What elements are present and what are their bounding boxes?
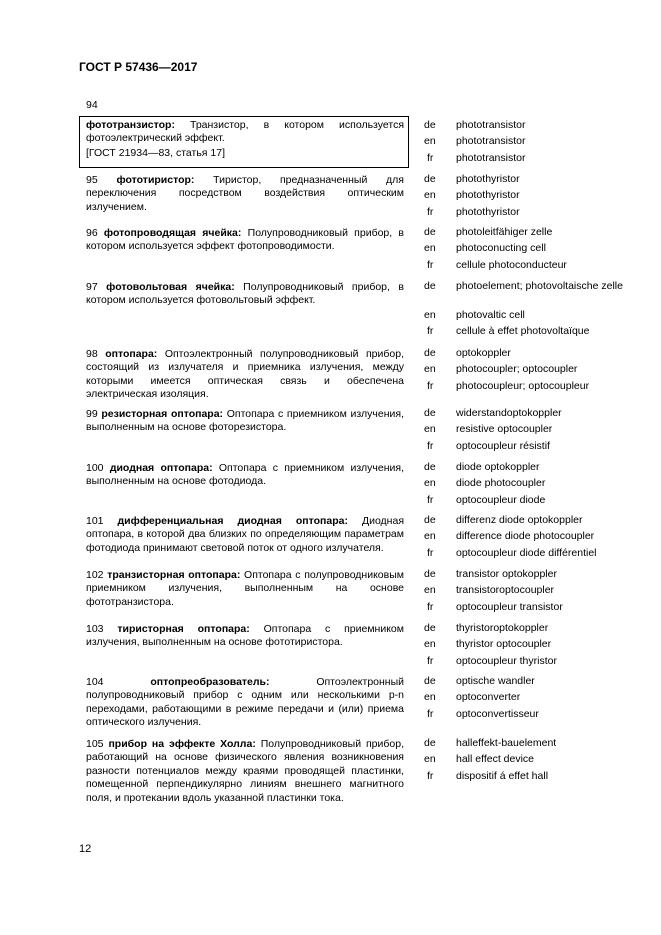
term-definition: Тиристор, предназначенный для переключения посредством воздействия оптическим излучением. [86, 174, 404, 213]
term-entry: 104 оптопреобразователь: Оптоэлектронный полупроводниковый прибор с одним или несколькими p-n переходами, работающими в режиме передачи и (или) приема оптического излучения. [86, 676, 405, 729]
translation: transistor optokoppler [456, 568, 557, 580]
translations [424, 512, 624, 561]
lang-code: fr [427, 151, 434, 164]
translation: diode optokoppler [456, 461, 540, 473]
translation: phototransistor [456, 119, 526, 131]
translation: thyristor optocoupler [456, 638, 552, 651]
lang-code: fr [427, 769, 434, 782]
translation: photothyristor [456, 173, 520, 185]
term-name: оптопара: [105, 348, 158, 360]
lang-code: en [424, 242, 436, 255]
lang-code: fr [427, 600, 434, 613]
translation: optocoupleur diode différentiel [456, 546, 597, 559]
translation: photothyristor [456, 205, 520, 218]
lang-code: fr [427, 493, 434, 506]
translations [424, 459, 624, 508]
translations [424, 345, 624, 394]
lang-code: de [424, 568, 436, 580]
term-entry: 98 оптопара: Оптоэлектронный полупроводниковый прибор, состоящий из излучателя и приемника излучения, между которыми имеется оптическая связь и обеспечена электрическая изоляция. [86, 348, 404, 401]
translation: differenz diode optokoppler [456, 514, 583, 526]
lang-code: fr [427, 205, 434, 218]
translation: photoleitfähiger zelle [456, 226, 553, 238]
translation: photoelement; photovoltaische zelle [456, 280, 623, 292]
term-definition: Оптоэлектронный полупроводниковый прибор с одним или несколькими p-n переходами, работающими в режиме передачи и (или) приема оптического излучения. [86, 676, 405, 729]
page-number: 12 [79, 843, 92, 855]
lang-code: en [424, 584, 436, 597]
term-name: резисторная оптопара: [101, 408, 224, 420]
term-definition: Транзистор, в котором используется фотоэлектрический эффект. [86, 119, 404, 145]
lang-code: en [424, 477, 436, 490]
translations [424, 735, 624, 784]
term-name: фототранзистор: [86, 119, 175, 131]
translations [424, 278, 624, 340]
translation: photocoupleur; optocoupleur [456, 379, 590, 392]
term-reference: [ГОСТ 21934—83, статья 17] [86, 146, 225, 159]
translation: cellule à effet photovoltaïque [456, 325, 590, 338]
lang-code: fr [427, 325, 434, 338]
lang-code: en [424, 363, 436, 376]
translation: optoconvertisseur [456, 707, 539, 720]
lang-code: de [424, 675, 436, 687]
translation: transistoroptocoupler [456, 584, 555, 597]
document-header: ГОСТ Р 57436—2017 [79, 60, 198, 74]
term-name: фотовольтовая ячейка: [106, 281, 235, 293]
term-definition: Оптопара с приемником излучения, выполненным на основе фотодиода. [86, 462, 404, 488]
lang-code: de [424, 226, 436, 238]
term-name: тиристорная оптопара: [117, 623, 250, 635]
term-entry: 99 резисторная оптопара: Оптопара с приемником излучения, выполненным на основе фоторезистора. [86, 408, 404, 434]
lang-code: en [424, 135, 436, 148]
lang-code: en [424, 530, 436, 543]
term-entry: 97 фотовольтовая ячейка: Полупроводниковый прибор, в котором используется фотовольтовый эффект. [86, 281, 404, 307]
lang-code: fr [427, 654, 434, 667]
term-definition: Оптопара с приемником излучения, выполненным на основе фоторезистора. [86, 408, 404, 434]
term-entry: 103 тиристорная оптопара: Оптопара с приемником излучения, выполненным на основе фототиристора. [86, 623, 404, 649]
translation: optocoupleur diode [456, 493, 546, 506]
term-name: транзисторная оптопара: [107, 569, 241, 581]
term-definition: Диодная оптопара, в которой два близких по определяющим параметрам фотодиода принимают световой поток от одного излучателя. [86, 515, 404, 554]
translation: photoconucting cell [456, 242, 546, 255]
term-definition: Оптопара с приемником излучения, выполненным на основе фототиристора. [86, 623, 404, 649]
lang-code: de [424, 737, 436, 749]
translation: halleffekt-bauelement [456, 737, 557, 749]
lang-code: de [424, 622, 436, 634]
term-name: фототиристор: [116, 174, 195, 186]
lang-code: en [424, 309, 436, 321]
translation: cellule photoconducteur [456, 258, 567, 271]
lang-code: fr [427, 258, 434, 271]
lang-code: de [424, 461, 436, 473]
term-entry [86, 119, 404, 160]
term-definition: Полупроводниковый прибор, в котором используется эффект фотопроводимости. [86, 227, 404, 253]
translation: photovaltic cell [456, 309, 525, 321]
lang-code: de [424, 119, 436, 131]
lang-code: de [424, 173, 436, 185]
lang-code: en [424, 423, 436, 436]
translation: optocoupleur thyristor [456, 654, 557, 667]
translation: optokoppler [456, 347, 511, 359]
term-name: диодная оптопара: [109, 462, 213, 474]
translation: phototransistor [456, 135, 526, 148]
translation: photocoupler; optocoupler [456, 363, 578, 376]
term-entry: 100 диодная оптопара: Оптопара с приемником излучения, выполненным на основе фотодиода. [86, 462, 404, 488]
lang-code: fr [427, 546, 434, 559]
translation: dispositif á effet hall [456, 769, 549, 782]
term-entry: 96 фотопроводящая ячейка: Полупроводниковый прибор, в котором используется эффект фотопроводимости. [86, 227, 404, 253]
lang-code: en [424, 189, 436, 202]
translation: difference diode photocoupler [456, 530, 595, 543]
translations [424, 620, 624, 669]
term-entry: 101 дифференциальная диодная оптопара: Диодная оптопара, в которой два близких по определяющим параметрам фотодиода принимают световой поток от одного излучателя. [86, 515, 404, 554]
lang-code: en [424, 691, 436, 704]
translation: optocoupleur résistif [456, 439, 550, 452]
translation: widerstandoptokoppler [456, 407, 562, 419]
term-name: прибор на эффекте Холла: [108, 738, 256, 750]
lang-code: de [424, 347, 436, 359]
term-definition: Полупроводниковый прибор, работающий на основе физического явления возникновения разности потенциалов между краями проводящей пластинки, помещенной перпендикулярно линиям внешнего магнитного поля, и протекании вдоль указанной пластинки тока. [86, 738, 404, 804]
term-entry: 102 транзисторная оптопара: Оптопара с полупроводниковым приемником излучения, выполненным на основе фототранзистора. [86, 569, 404, 608]
translations [424, 171, 624, 220]
translations [424, 224, 624, 273]
translations [424, 117, 624, 166]
translation: optische wandler [456, 675, 535, 687]
translation: photothyristor [456, 189, 520, 202]
term-definition: Полупроводниковый прибор, в котором используется фотовольтовый эффект. [86, 281, 404, 307]
term-name: оптопреобразователь: [150, 676, 270, 688]
lang-code: de [424, 280, 436, 292]
lang-code: fr [427, 707, 434, 720]
term-name: фотопроводящая ячейка: [103, 227, 242, 239]
translation: diode photocoupler [456, 477, 546, 490]
lang-code: de [424, 407, 436, 419]
lang-code: en [424, 638, 436, 651]
translation: optocoupleur transistor [456, 600, 563, 613]
lang-code: de [424, 514, 436, 526]
term-definition: Оптоэлектронный полупроводниковый прибор, состоящий из излучателя и приемника излучения, между которыми имеется оптическая связь и обеспечена электрическая изоляция. [86, 348, 404, 401]
term-name: дифференциальная диодная оптопара: [117, 515, 348, 527]
term-definition: Оптопара с полупроводниковым приемником излучения, выполненным на основе фототранзистора. [86, 569, 404, 608]
lang-code: fr [427, 439, 434, 452]
translations [424, 405, 624, 454]
lang-code: fr [427, 379, 434, 392]
translations [424, 566, 624, 615]
translation: thyristoroptokoppler [456, 622, 549, 634]
translation: hall effect device [456, 753, 535, 766]
translation: resistive optocoupler [456, 423, 553, 436]
term-entry: 105 прибор на эффекте Холла: Полупроводниковый прибор, работающий на основе физического явления возникновения разности потенциалов между краями проводящей пластинки, помещенной перпендикулярно линиям внешнего магнитного поля, и протекании вдоль указанной пластинки тока. [86, 738, 404, 804]
translation: optoconverter [456, 691, 521, 704]
translation: phototransistor [456, 151, 526, 164]
translations [424, 673, 624, 722]
section-number: 94 [86, 99, 98, 111]
term-entry: 95 фототиристор: Тиристор, предназначенный для переключения посредством воздействия оптическим излучением. [86, 174, 404, 213]
lang-code: en [424, 753, 436, 766]
